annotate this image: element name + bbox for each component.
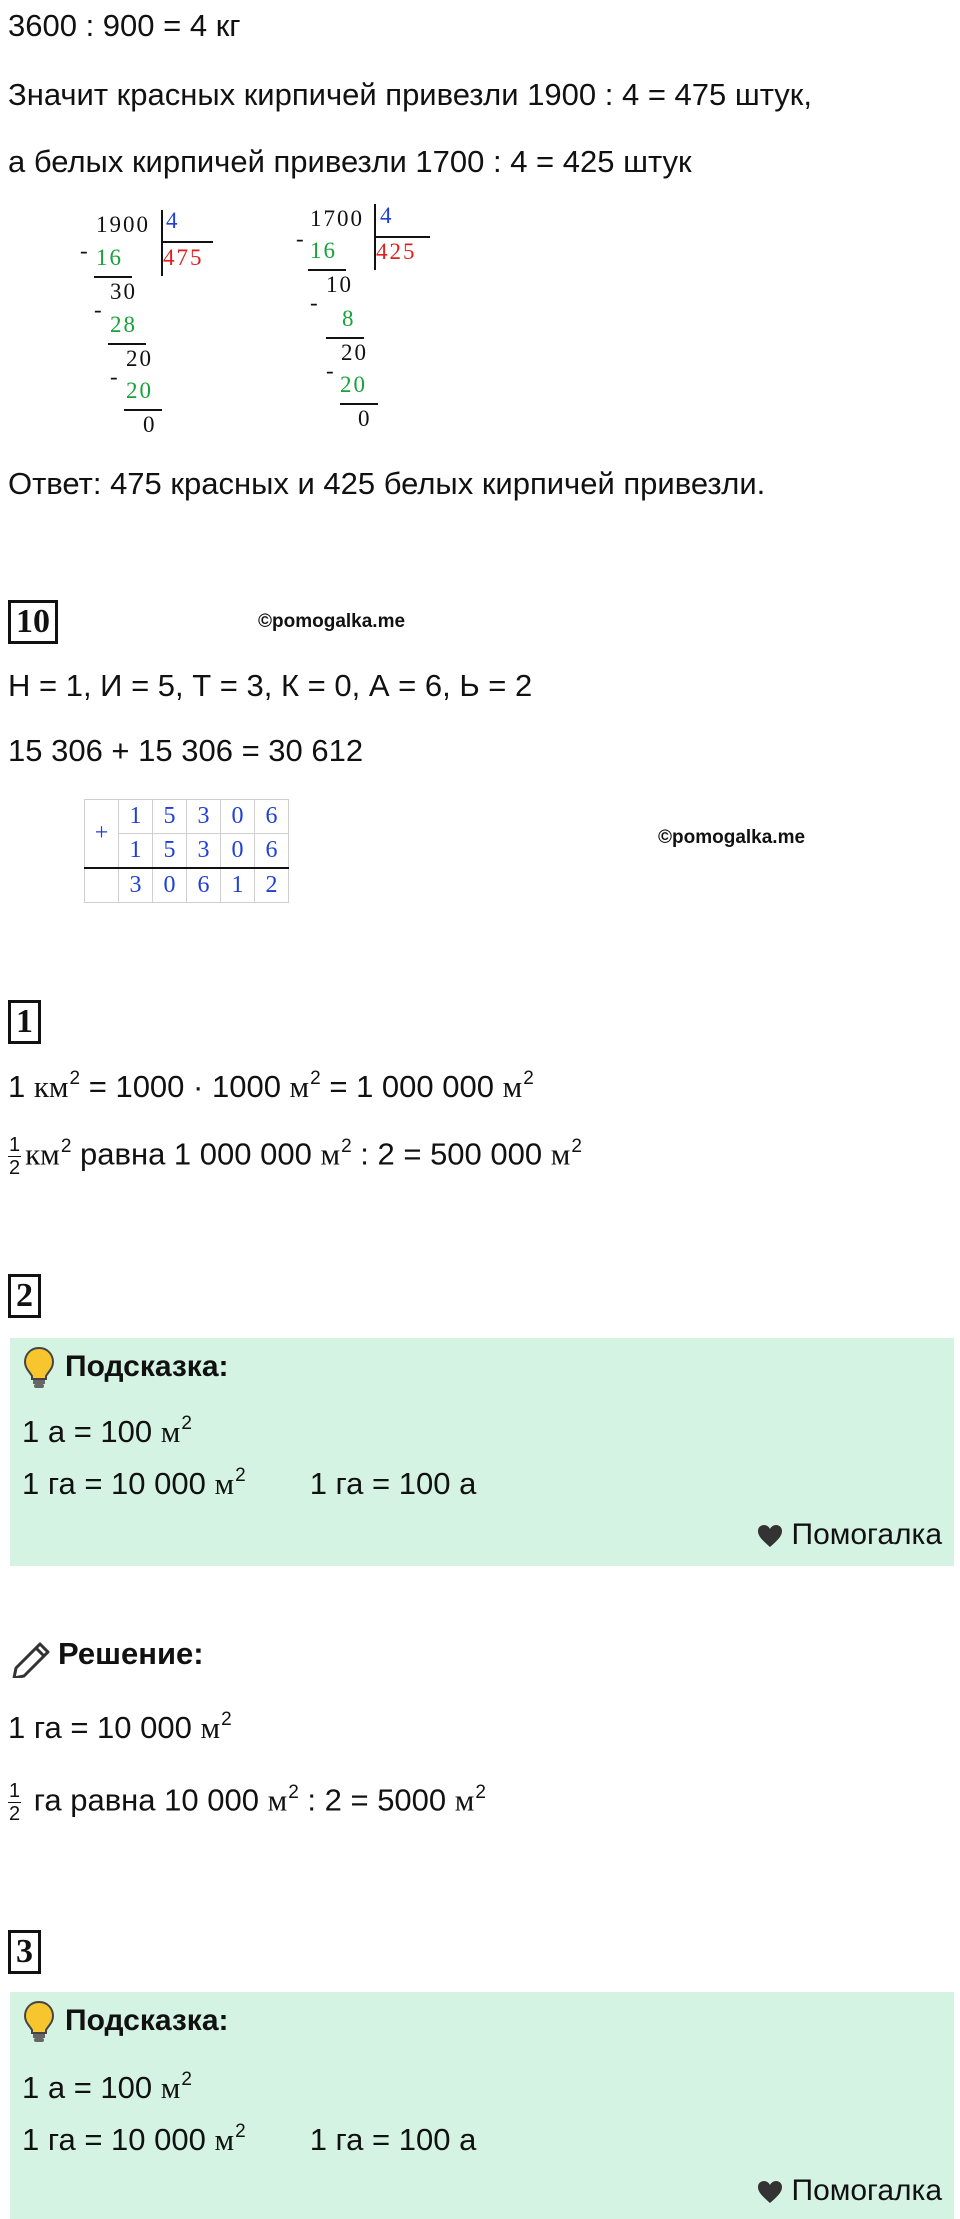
divisor: 4 <box>166 208 180 233</box>
division-minus: - <box>310 290 320 315</box>
division-minus: - <box>94 297 104 322</box>
subtrahend: 28 <box>110 312 137 337</box>
heart-icon <box>756 1523 784 1549</box>
hint-box <box>10 1992 954 2219</box>
lightbulb-icon <box>22 2000 56 2044</box>
solution-title: Решение: <box>58 1636 204 1671</box>
subtrahend: 16 <box>310 238 337 263</box>
subtrahend: 16 <box>96 245 123 270</box>
quotient: 425 <box>376 239 417 264</box>
hint-title: Подсказка: <box>65 1350 229 1383</box>
digit-cell: 3 <box>119 868 153 903</box>
formula-line: $\frac{1}{2}$ га равна 10 000 $м^2$ : 2 = 5000 $м^2$ <box>9 1780 486 1825</box>
hint-line: 1 га = 10 000 $м^2$ 1 га = 100 а <box>22 2121 477 2157</box>
pencil-icon <box>10 1638 54 1678</box>
remainder: 10 <box>326 272 353 297</box>
hint-box <box>10 1338 954 1566</box>
digit-cell: 0 <box>153 868 187 903</box>
table-row <box>85 868 289 903</box>
fraction-one-half: $\frac{1}{2}$ <box>9 1780 21 1825</box>
subtrahend: 20 <box>340 372 367 397</box>
formula-line: $\frac{1}{2}$ $км^2$ равна 1 000 000 $м^2$ : 2 = 500 000 $м^2$ <box>9 1134 582 1179</box>
subtrahend: 8 <box>342 306 356 331</box>
digit-cell: 5 <box>153 834 187 869</box>
digit-cell: 2 <box>255 868 289 903</box>
subtrahend: 20 <box>126 378 153 403</box>
digit-cell: 6 <box>255 800 289 834</box>
hint-line: 1 а = 100 $м^2$ <box>22 2069 192 2105</box>
remainder: 0 <box>358 406 372 431</box>
text-line: Н = 1, И = 5, Т = 3, К = 0, А = 6, Ь = 2 <box>8 668 533 703</box>
digit-cell: 1 <box>119 834 153 869</box>
division-minus: - <box>80 238 90 263</box>
division-minus: - <box>296 226 306 251</box>
table-row <box>85 800 289 834</box>
hint-title: Подсказка: <box>65 2004 229 2037</box>
watermark: ©pomogalka.me <box>658 827 806 848</box>
brand-link[interactable]: Помогалка <box>756 2174 943 2208</box>
answer-text: Ответ: 475 красных и 425 белых кирпичей привезли. <box>8 466 766 501</box>
brand-link[interactable]: Помогалка <box>756 1518 943 1552</box>
formula-line: 1 $км^2 = 1000 \cdot 1000$ $м^2 = 1$ 000 000 $м^2$ <box>8 1068 534 1104</box>
dividend: 1900 <box>96 212 150 237</box>
remainder: 30 <box>110 279 137 304</box>
hint-line: 1 а = 100 $м^2$ <box>22 1413 192 1449</box>
text-line: а белых кирпичей привезли 1700 : 4 = 425 штук <box>8 144 692 179</box>
remainder: 20 <box>341 340 368 365</box>
task-number: 3 <box>8 1930 41 1974</box>
column-addition-table <box>84 799 289 903</box>
digit-cell: 5 <box>153 800 187 834</box>
task-number: 2 <box>8 1274 41 1318</box>
text-line: 3600 : 900 = 4 кг <box>8 8 241 43</box>
plus-sign: + <box>85 800 119 869</box>
digit-cell: 0 <box>221 800 255 834</box>
formula-line: 1 га = 10 000 $м^2$ <box>8 1709 232 1745</box>
digit-cell: 3 <box>187 800 221 834</box>
divisor: 4 <box>380 203 394 228</box>
quotient: 475 <box>163 245 204 270</box>
division-minus: - <box>110 364 120 389</box>
dividend: 1700 <box>310 206 364 231</box>
remainder: 20 <box>126 346 153 371</box>
task-number: 1 <box>8 1000 41 1044</box>
task-number: 10 <box>8 600 58 644</box>
digit-cell: 1 <box>119 800 153 834</box>
digit-cell: 0 <box>221 834 255 869</box>
text-line: 15 306 + 15 306 = 30 612 <box>8 733 364 768</box>
heart-icon <box>756 2179 784 2205</box>
division-minus: - <box>326 358 336 383</box>
watermark: ©pomogalka.me <box>258 611 406 632</box>
fraction-one-half: $\frac{1}{2}$ <box>9 1134 21 1179</box>
digit-cell: 1 <box>221 868 255 903</box>
remainder: 0 <box>143 412 157 437</box>
empty-cell <box>85 868 119 903</box>
digit-cell: 3 <box>187 834 221 869</box>
digit-cell: 6 <box>255 834 289 869</box>
lightbulb-icon <box>22 1346 56 1390</box>
digit-cell: 6 <box>187 868 221 903</box>
text-line: Значит красных кирпичей привезли 1900 : 4 = 475 штук, <box>8 77 812 112</box>
hint-line: 1 га = 10 000 $м^2$ 1 га = 100 а <box>22 1465 477 1501</box>
